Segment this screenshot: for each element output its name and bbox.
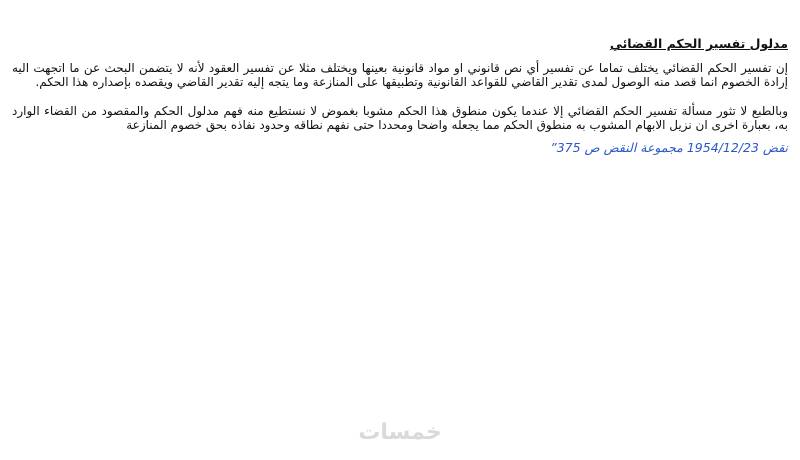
citation: نقض 1954/12/23 مجموعة النقض ص 375” bbox=[550, 140, 788, 155]
paragraph-2: وبالطبع لا تثور مسألة تفسير الحكم القضائي إلا عندما يكون منطوق هذا الحكم مشوبا بغموض لا نستطيع منه فهم مدلول الحكم والمقصود من القضاء الوارد به، بعبارة اخرى ان نزيل الابهام المشوب به منطوق الحكم مما يجعله واضحا ومحددا حتى نفهم نطاقه وحدود نفاذه بحق خصوم المنازعة bbox=[12, 104, 788, 132]
document-title: مدلول تفسير الحكم القضائي bbox=[609, 36, 788, 51]
document-body bbox=[12, 36, 788, 156]
watermark-logo: خمسات bbox=[358, 420, 442, 445]
paragraph-1: إن تفسير الحكم القضائي يختلف تماما عن تفسير أي نص قانوني او مواد قانونية بعينها ويختلف مثلا عن تفسير العقود لأنه لا يتضمن البحث عن ما اتجهت اليه إرادة الخصوم انما قصد منه الوصول لمدى تقدير القاضي للقواعد القانونية وتطبيقها على المنازعة وما يتجه إليه تقدير القاضي ويقصده بإصداره هذا الحكم. bbox=[12, 61, 788, 89]
